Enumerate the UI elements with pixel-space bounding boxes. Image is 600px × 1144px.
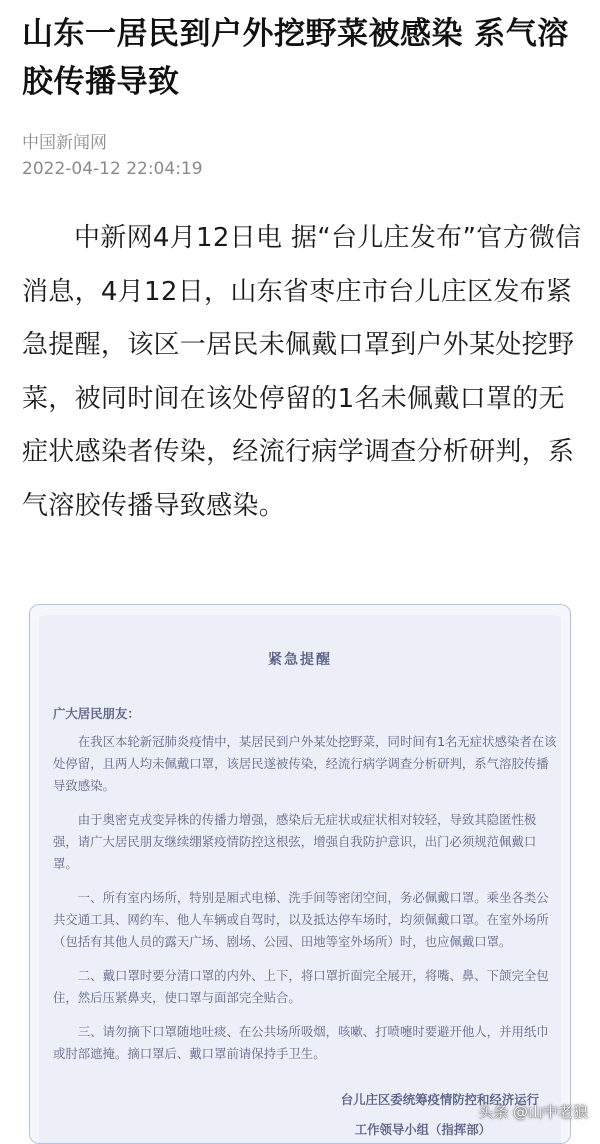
- notice-title: 紧急提醒: [268, 652, 332, 668]
- article-source[interactable]: 中国新闻网: [22, 133, 107, 153]
- notice-signature-line1: 台儿庄区委统筹疫情防控和经济运行: [340, 1092, 539, 1107]
- notice-image[interactable]: [29, 604, 571, 1144]
- article-title: 山东一居民到户外挖野菜被感染 系气溶胶传播导致: [22, 16, 569, 100]
- notice-paragraph: 一、所有室内场所，特别是厢式电梯、洗手间等密闭空间，务必佩戴口罩。乘坐各类公共交通工具、网约车、他人车辆或自驾时，以及抵达停车场时，均须佩戴口罩。在室外场所（包括有其他人员的露天广场、剧场、公园、田地等室外场所）时，也应佩戴口罩。: [53, 890, 549, 949]
- notice-paragraph: 二、戴口罩时要分清口罩的内外、上下，将口罩折面完全展开，将嘴、鼻、下颌完全包住，然后压紧鼻夹，使口罩与面部完全贴合。: [53, 968, 549, 1005]
- notice-paragraph: 由于奥密克戎变异株的传播力增强，感染后无症状或症状相对较轻，导致其隐匿性极强，请广大居民朋友继续绷紧疫情防控这根弦，增强自我防护意识，出门必须规范佩戴口罩。: [53, 812, 537, 871]
- article-timestamp: 2022-04-12 22:04:19: [22, 159, 203, 179]
- notice-paragraph: 在我区本轮新冠肺炎疫情中，某居民到户外某处挖野菜，同时间有1名无症状感染者在该处停留，且两人均未佩戴口罩，该居民遂被传染，经流行病学调查分析研判，系气溶胶传播导致感染。: [53, 734, 557, 793]
- notice-greeting: 广大居民朋友：: [53, 706, 140, 721]
- notice-paragraph: 三、请勿摘下口罩随地吐痰、在公共场所吸烟，咳嗽、打喷嚏时要避开他人，并用纸巾或肘部遮掩。摘口罩后、戴口罩前请保持手卫生。: [53, 1024, 549, 1061]
- notice-signature-line2: 工作领导小组（指挥部）: [354, 1122, 491, 1137]
- notice-body: [53, 703, 559, 1077]
- notice-paper: [39, 615, 561, 1144]
- article-body: 中新网4月12日电 据“台儿庄发布”官方微信消息，4月12日，山东省枣庄市台儿庄区发布紧急提醒，该区一居民未佩戴口罩到户外某处挖野菜，被同时间在该处停留的1名未佩戴口罩的无症状感染者传染，经流行病学调查分析研判，系气溶胶传播导致感染。: [22, 223, 582, 521]
- watermark: 头条 @山中老狼: [478, 1103, 588, 1121]
